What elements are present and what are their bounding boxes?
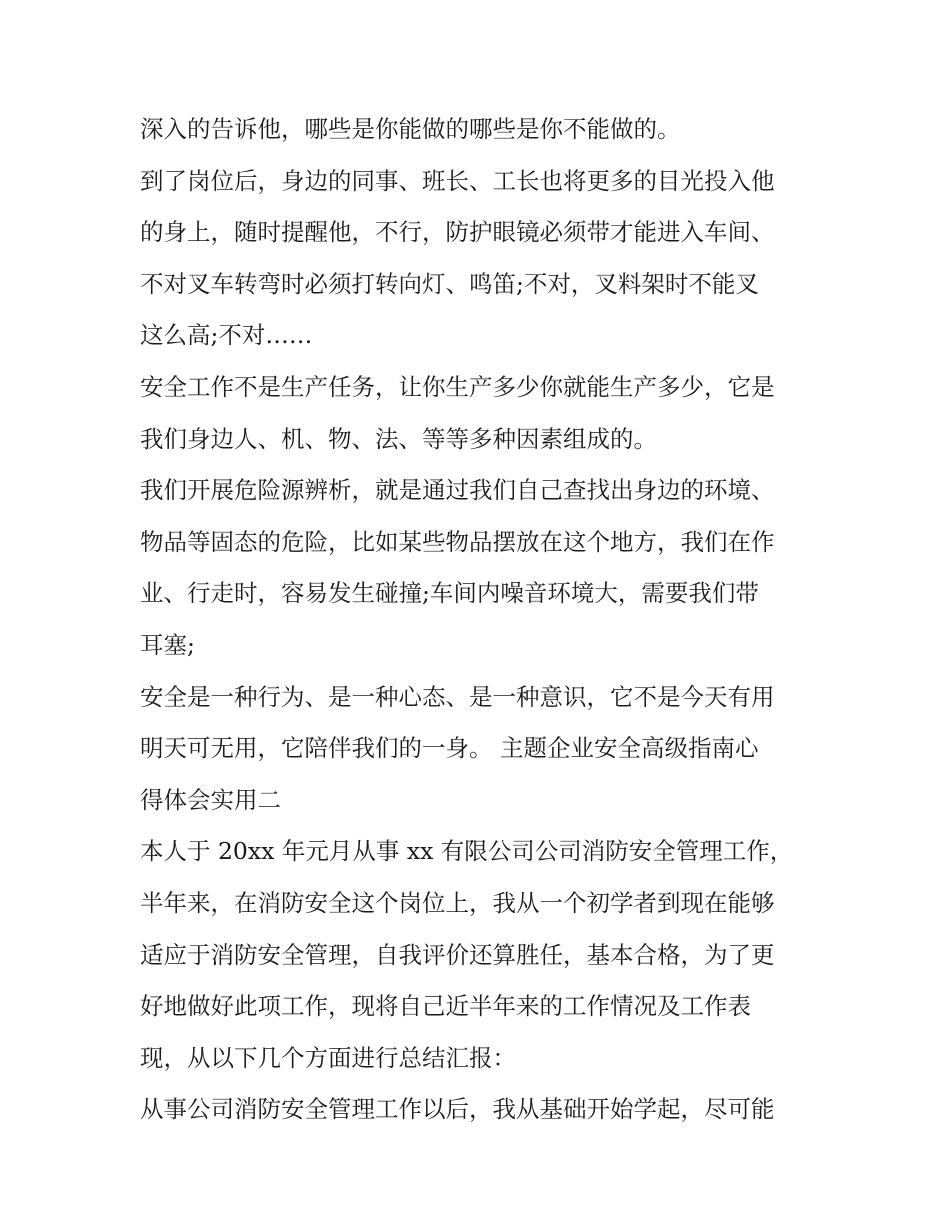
text-line: 得体会实用二 — [140, 785, 281, 814]
text-line: 安全工作不是生产任务，让你生产多少你就能生产多少，它是 — [140, 372, 775, 401]
text-line: 到了岗位后，身边的同事、班长、工长也将更多的目光投入他 — [140, 166, 775, 195]
body-text — [140, 104, 820, 1136]
text-line: 不对叉车转弯时必须打转向灯、鸣笛;不对，叉料架时不能叉 — [140, 269, 759, 298]
text-line: 半年来，在消防安全这个岗位上，我从一个初学者到现在能够 — [140, 888, 775, 917]
text-line: 好地做好此项工作，现将自己近半年来的工作情况及工作表 — [140, 992, 751, 1021]
text-line: 安全是一种行为、是一种心态、是一种意识，它不是今天有用 — [140, 682, 775, 711]
text-line: 现，从以下几个方面进行总结汇报： — [140, 1043, 516, 1072]
text-line: 从事公司消防安全管理工作以后，我从基础开始学起，尽可能 — [140, 1095, 775, 1124]
text-line: 本人于 20xx 年元月从事 xx 有限公司公司消防安全管理工作， — [140, 837, 794, 866]
text-line: 明天可无用，它陪伴我们的一身。 主题企业安全高级指南心 — [140, 734, 759, 763]
text-line: 这么高;不对…… — [140, 321, 313, 350]
text-line: 物品等固态的危险，比如某些物品摆放在这个地方，我们在作 — [140, 527, 775, 556]
text-line: 我们身边人、机、物、法、等等多种因素组成的。 — [140, 424, 657, 453]
text-line: 深入的告诉他，哪些是你能做的哪些是你不能做的。 — [140, 115, 681, 143]
text-line: 我们开展危险源辨析，就是通过我们自己查找出身边的环境、 — [140, 476, 775, 505]
text-line: 适应于消防安全管理，自我评价还算胜任，基本合格，为了更 — [140, 940, 775, 969]
text-line: 耳塞; — [140, 630, 195, 659]
text-line: 的身上，随时提醒他，不行，防护眼镜必须带才能进入车间、 — [140, 218, 775, 247]
text-line: 业、行走时，容易发生碰撞;车间内噪音环境大，需要我们带 — [140, 579, 759, 608]
